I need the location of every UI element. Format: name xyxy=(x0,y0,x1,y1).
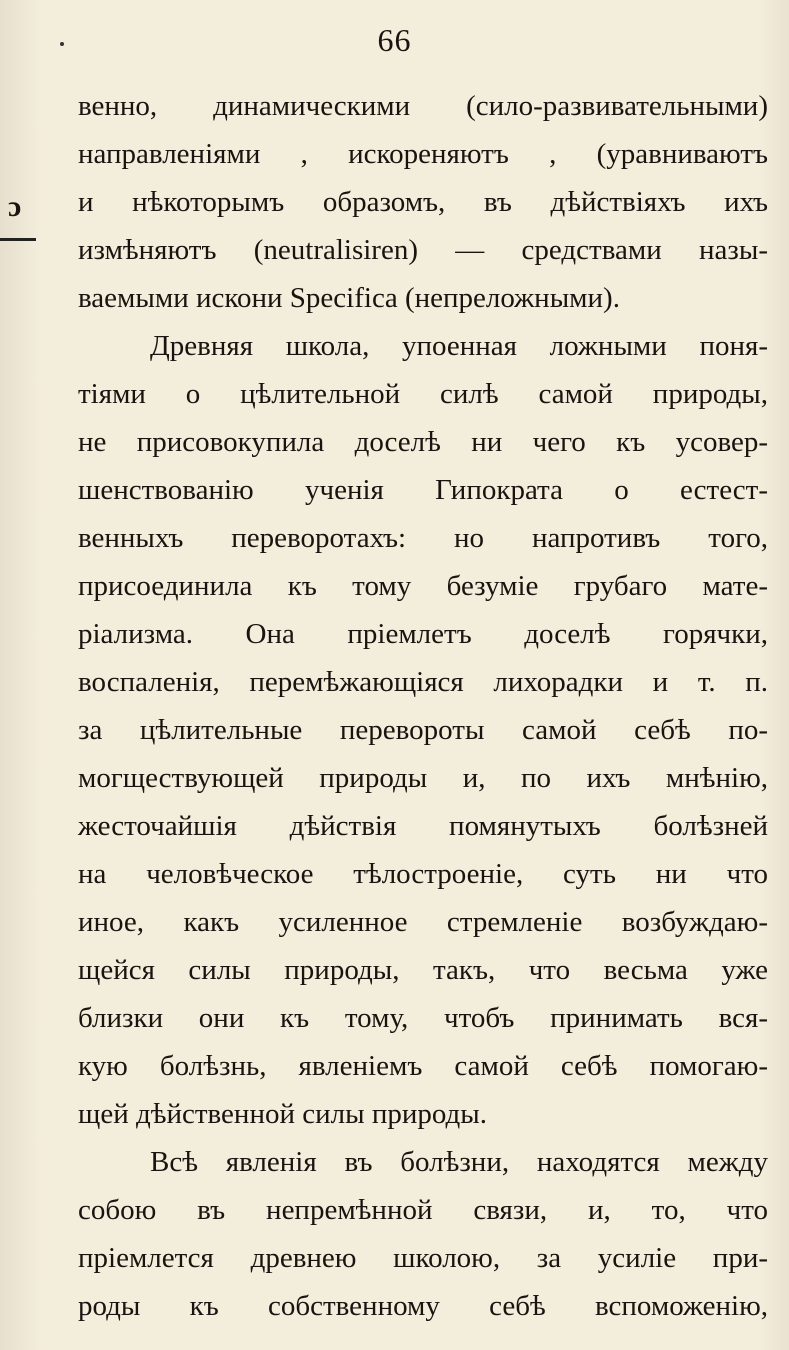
text-line: воспаленія, перемѣжающіяся лихорадки и т. п. xyxy=(78,666,768,698)
paragraph-start-line: Всѣ явленія въ болѣзни, находятся между xyxy=(150,1146,768,1178)
text-line: ваемыми искони Specifica (непреложными). xyxy=(78,282,620,314)
text-line: кую болѣзнь, явленіемъ самой себѣ помогаю- xyxy=(78,1050,768,1082)
margin-dash xyxy=(0,238,36,241)
text-line: венныхъ переворотахъ: но напротивъ того, xyxy=(78,522,768,554)
text-line: роды къ собственному себѣ вспоможенію, xyxy=(78,1290,768,1322)
text-line: шенствованію ученія Гипократа о естест- xyxy=(78,474,768,506)
text-line: венно, динамическими (сило-развивательными) xyxy=(78,90,768,122)
text-line: собою въ непремѣнной связи, и, то, что xyxy=(78,1194,768,1226)
text-line: жесточайшія дѣйствія помянутыхъ болѣзней xyxy=(78,810,768,842)
paragraph-start-line: Древняя школа, упоенная ложными поня- xyxy=(150,330,768,362)
text-line: щей дѣйственной силы природы. xyxy=(78,1098,488,1130)
margin-mark: ɔ xyxy=(8,190,22,223)
body-text xyxy=(78,82,768,1330)
text-line: измѣняютъ (neutralisiren) — средствами назы- xyxy=(78,234,768,266)
text-line: присоединила къ тому безуміе грубаго мате- xyxy=(78,570,768,602)
text-line: близки они къ тому, чтобъ принимать вся- xyxy=(78,1002,768,1034)
text-line: могществующей природы и, по ихъ мнѣнію, xyxy=(78,762,768,794)
text-line: за цѣлительные перевороты самой себѣ по- xyxy=(78,714,768,746)
text-line: не присовокупила доселѣ ни чего къ усовер- xyxy=(78,426,768,458)
page-number: 66 xyxy=(377,22,412,58)
text-line: на человѣческое тѣлостроеніе, суть ни что xyxy=(78,858,768,890)
text-line: и нѣкоторымъ образомъ, въ дѣйствіяхъ ихъ xyxy=(78,186,768,218)
text-line: направленіями , искореняютъ , (уравниваютъ xyxy=(78,138,768,170)
text-line: пріемлется древнею школою, за усиліе при- xyxy=(78,1242,768,1274)
text-line: тіями о цѣлительной силѣ самой природы, xyxy=(78,378,768,410)
text-line: щейся силы природы, такъ, что весьма уже xyxy=(78,954,768,986)
text-line: иное, какъ усиленное стремленіе возбуждаю- xyxy=(78,906,768,938)
text-line: ріализма. Она пріемлетъ доселѣ горячки, xyxy=(78,618,768,650)
